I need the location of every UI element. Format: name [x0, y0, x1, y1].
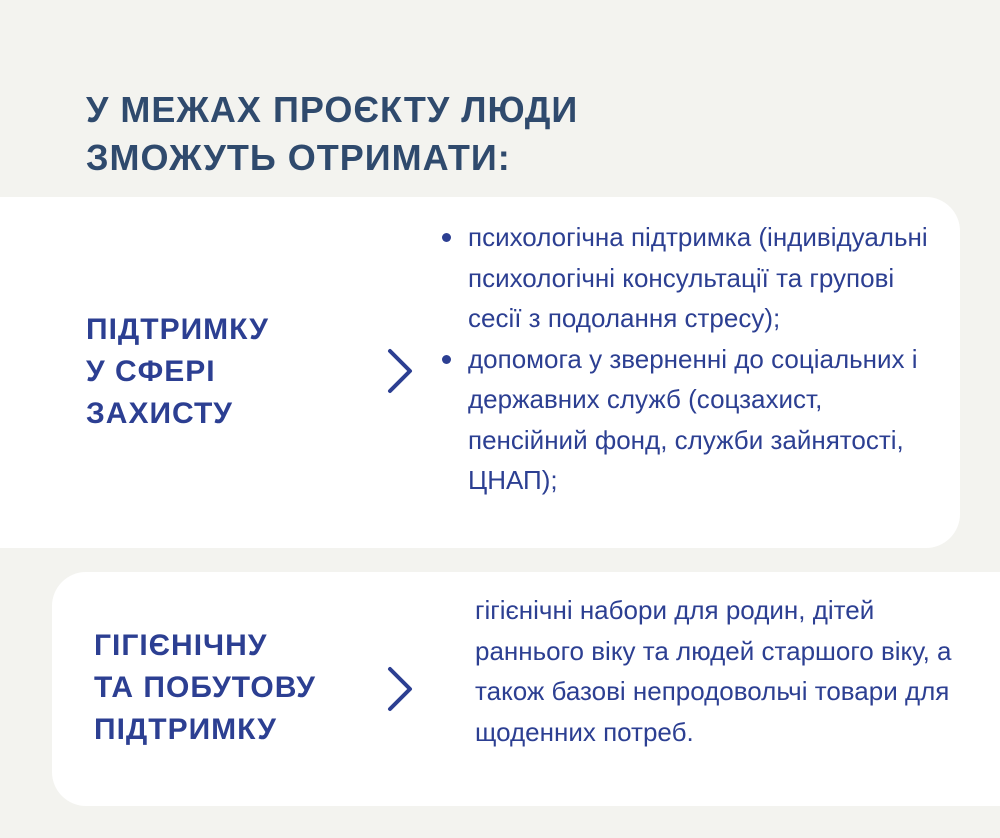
card-title: [86, 309, 366, 435]
page-heading: [86, 86, 706, 182]
card-title-line: ПІДТРИМКУ: [94, 713, 277, 746]
card-title-line: ЗАХИСТУ: [86, 397, 233, 430]
card-title-line: ГІГІЄНІЧНУ: [94, 629, 268, 662]
card-title-line: ТА ПОБУТОВУ: [94, 671, 316, 704]
heading-line-1: У МЕЖАХ ПРОЄКТУ ЛЮДИ: [86, 89, 579, 130]
card-description: гігієнічні набори для родин, дітей раннього віку та людей старшого віку, а також базові непродовольчі товари для щоденних потреб.: [475, 595, 952, 747]
chevron-right-icon: [382, 663, 418, 715]
card-title: [94, 625, 374, 751]
card-protection-support: [0, 197, 960, 548]
heading-line-2: ЗМОЖУТЬ ОТРИМАТИ:: [86, 137, 511, 178]
list-item: психологічна підтримка (індивідуальні психологічні консультації та групові сесії з подолання стресу);: [440, 217, 940, 339]
card-hygiene-support: [52, 572, 1000, 806]
list-item: допомога у зверненні до соціальних і державних служб (соцзахист, пенсійний фонд, служби зайнятості, ЦНАП);: [440, 339, 940, 501]
support-list: [440, 217, 940, 501]
chevron-right-icon: [382, 345, 418, 397]
card-title-line: У СФЕРІ: [86, 355, 216, 388]
card-title-line: ПІДТРИМКУ: [86, 313, 269, 346]
